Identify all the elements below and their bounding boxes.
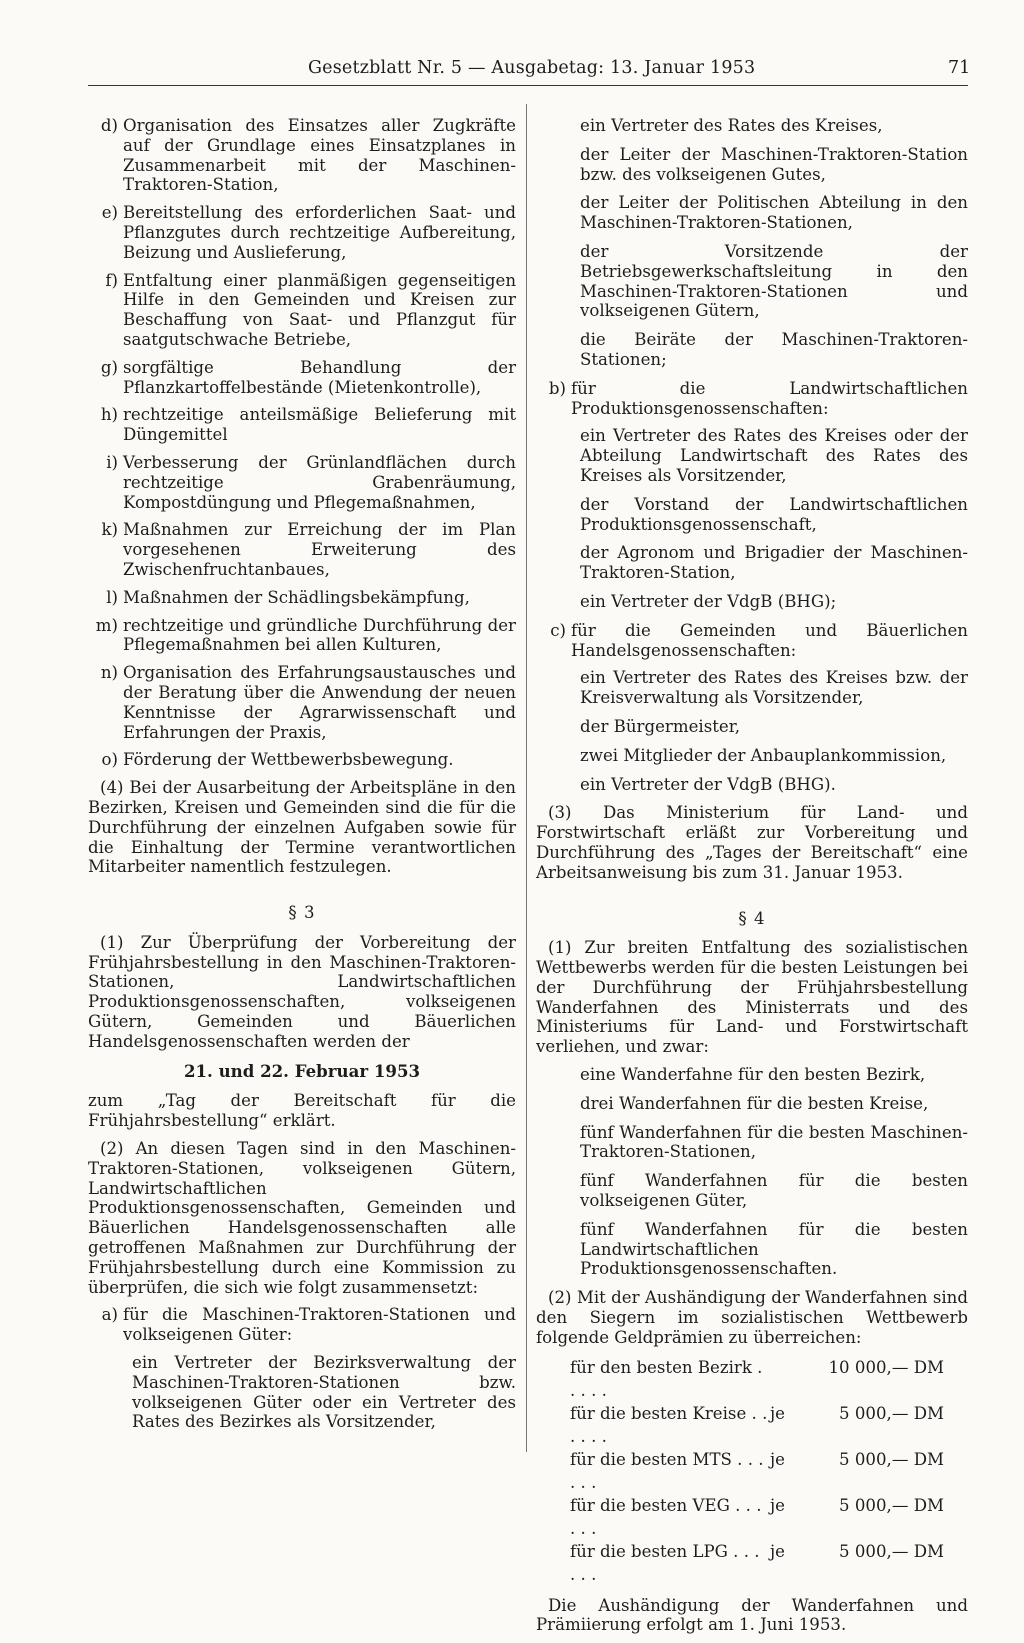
list-item-b	[536, 379, 968, 419]
list-item-m	[88, 616, 516, 656]
prize-amount: 5 000,— DM	[839, 1449, 944, 1469]
prize-amount: 5 000,— DM	[839, 1541, 944, 1561]
prize-je: je	[770, 1495, 785, 1515]
right-column	[536, 116, 968, 1643]
list-item-i	[88, 453, 516, 512]
list-item-f	[88, 271, 516, 350]
c-sub-item: ein Vertreter des Rates des Kreises bzw. der Kreisverwaltung als Vorsitzender,	[580, 668, 968, 708]
item-label: c)	[550, 620, 566, 640]
prize-amount: 5 000,— DM	[839, 1495, 944, 1515]
prize-label: für die besten VEG . . . . . .	[570, 1495, 762, 1538]
prize-amount: 10 000,— DM	[828, 1357, 944, 1377]
a-sub-item: die Beiräte der Maschinen-Traktoren-Stationen;	[580, 330, 968, 369]
s3-paragraph-1-end: zum „Tag der Bereitschaft für die Frühjahrsbestellung“ erklärt.	[88, 1091, 516, 1131]
list-item-d	[88, 116, 516, 195]
b-sub-item: ein Vertreter der VdgB (BHG);	[580, 591, 837, 611]
section-heading-3: § 3	[288, 903, 316, 923]
prize-amount: 5 000,— DM	[839, 1403, 944, 1423]
list-item-o	[88, 750, 516, 770]
c-sub-item: zwei Mitglieder der Anbauplankommission,	[580, 745, 947, 765]
s4-sub-item: eine Wanderfahne für den besten Bezirk,	[580, 1065, 926, 1085]
prize-label: für die besten MTS . . . . . .	[570, 1449, 764, 1492]
closing-paragraph: Die Aushändigung der Wanderfahnen und Prämiierung erfolgt am 1. Juni 1953.	[536, 1595, 968, 1635]
c-sub-item: ein Vertreter der VdgB (BHG).	[580, 774, 836, 794]
item-text: Verbesserung der Grünlandflächen durch rechtzeitige Grabenräumung, Kompostdüngung und Pflegemaßnahmen,	[123, 452, 516, 512]
prize-row	[570, 1402, 968, 1448]
a-sub-item: der Vorsitzende der Betriebsgewerkschaftsleitung in den Maschinen-Traktoren-Stationen und volkseigenen Gütern,	[580, 241, 968, 321]
item-label: o)	[101, 750, 118, 770]
prize-label: für die besten LPG . . . . . .	[570, 1541, 760, 1584]
header-title: Gesetzblatt Nr. 5 — Ausgabetag: 13. Januar 1953	[308, 58, 756, 78]
list-item-e	[88, 203, 516, 262]
item-text: rechtzeitige und gründliche Durchführung der Pflegemaßnahmen bei allen Kulturen,	[123, 615, 516, 655]
item-label: l)	[106, 587, 118, 607]
s4-sub-item: fünf Wanderfahnen für die besten volkseigenen Güter,	[580, 1171, 968, 1211]
s4-sub-item: fünf Wanderfahnen für die besten Maschinen-Traktoren-Stationen,	[580, 1122, 968, 1162]
prize-row	[570, 1494, 968, 1540]
item-text: für die Gemeinden und Bäuerlichen Handelsgenossenschaften:	[571, 620, 968, 660]
list-item-a	[88, 1305, 516, 1345]
item-text: Maßnahmen der Schädlingsbekämpfung,	[123, 587, 470, 607]
item-text: sorgfältige Behandlung der Pflanzkartoffelbestände (Mietenkontrolle),	[123, 357, 516, 397]
c-sub-item: der Bürgermeister,	[580, 716, 741, 736]
b-sub-item: der Vorstand der Landwirtschaftlichen Produktionsgenossenschaft,	[580, 494, 968, 534]
item-text: Organisation des Einsatzes aller Zugkräfte auf der Grundlage eines Einsatzplanes in Zusammenarbeit mit der Maschinen-Traktoren-Station,	[123, 116, 516, 195]
prize-label: für den besten Bezirk . . . . .	[570, 1357, 763, 1400]
prize-row	[570, 1540, 968, 1586]
a-sub-item: ein Vertreter der Bezirksverwaltung der Maschinen-Traktoren-Stationen bzw. volkseigenen Güter oder ein Vertreter des Rates des Bezirkes als Vorsitzender,	[132, 1353, 516, 1432]
item-label: m)	[95, 615, 118, 635]
prize-row	[570, 1356, 968, 1402]
page-number: 71	[948, 58, 971, 78]
section-heading-4: § 4	[738, 908, 766, 928]
item-label: a)	[101, 1305, 118, 1325]
left-column	[88, 116, 516, 1441]
list-item-g	[88, 358, 516, 398]
prize-je: je	[770, 1541, 785, 1561]
item-text: Entfaltung einer planmäßigen gegenseitigen Hilfe in den Gemeinden und Kreisen zur Beschaffung von Saat- und Pflanzgut für saatgutschwache Betriebe,	[123, 270, 516, 349]
prize-je	[770, 1356, 826, 1402]
item-label: k)	[101, 520, 118, 540]
s4-paragraph-2: (2) Mit der Aushändigung der Wanderfahnen sind den Siegern im sozialistischen Wettbewerb folgende Geldprämien zu überreichen:	[536, 1288, 968, 1347]
a-sub-item: ein Vertreter des Rates des Kreises,	[580, 116, 883, 135]
item-label: h)	[100, 405, 118, 425]
b-sub-item: ein Vertreter des Rates des Kreises oder der Abteilung Landwirtschaft des Rates des Kreises als Vorsitzender,	[580, 426, 968, 485]
prize-je: je	[770, 1449, 785, 1469]
list-item-l	[88, 588, 516, 608]
item-label: e)	[101, 203, 118, 223]
prize-je: je	[770, 1403, 785, 1423]
item-text: Bereitstellung des erforderlichen Saat- und Pflanzgutes durch rechtzeitige Aufbereitung, Beizung und Auslieferung,	[123, 203, 516, 262]
item-text: für die Landwirtschaftlichen Produktionsgenossenschaften:	[571, 378, 968, 418]
item-text: Organisation des Erfahrungsaustausches und der Beratung über die Anwendung der neuen Kenntnisse der Agrarwissenschaft und Erfahrungen der Praxis,	[123, 663, 516, 742]
item-text: Maßnahmen zur Erreichung der im Plan vorgesehenen Erweiterung des Zwischenfruchtanbaues,	[123, 520, 516, 579]
column-divider	[526, 104, 527, 1452]
page-header	[0, 58, 1024, 88]
s4-sub-item: drei Wanderfahnen für die besten Kreise,	[580, 1093, 929, 1113]
paragraph-4: (4) Bei der Ausarbeitung der Arbeitspläne in den Bezirken, Kreisen und Gemeinden sind die für die Durchführung der einzelnen Aufgaben sowie für die Einhaltung der Termine verantwortlichen Mitarbeiter namentlich festzulegen.	[88, 778, 516, 877]
list-item-c	[536, 621, 968, 661]
a-sub-item: der Leiter der Maschinen-Traktoren-Station bzw. des volkseigenen Gutes,	[580, 144, 968, 184]
list-item-h	[88, 405, 516, 445]
list-item-n	[88, 663, 516, 742]
item-label: f)	[105, 270, 118, 290]
item-text: für die Maschinen-Traktoren-Stationen und volkseigenen Güter:	[123, 1305, 516, 1345]
item-label: i)	[106, 452, 118, 472]
s4-sub-item: fünf Wanderfahnen für die besten Landwirtschaftlichen Produktionsgenossenschaften.	[580, 1219, 968, 1279]
s3-paragraph-2: (2) An diesen Tagen sind in den Maschinen-Traktoren-Stationen, volkseigenen Gütern, Landwirtschaftlichen Produktionsgenossenschaften, Gemeinden und Bäuerlichen Handelsgenossenschaften alle getroffenen Maßnahmen zur Durchführung der Frühjahrsbestellung durch eine Kommission zu überprüfen, die sich wie folgt zusammensetzt:	[88, 1139, 516, 1297]
item-label: g)	[100, 357, 118, 377]
list-item-k	[88, 520, 516, 579]
a-sub-item: der Leiter der Politischen Abteilung in den Maschinen-Traktoren-Stationen,	[580, 193, 968, 233]
item-label: n)	[100, 663, 118, 683]
item-label: b)	[548, 378, 566, 398]
item-text: rechtzeitige anteilsmäßige Belieferung mit Düngemittel	[123, 405, 516, 445]
prize-row	[570, 1448, 968, 1494]
s3-date-heading: 21. und 22. Februar 1953	[183, 1060, 421, 1081]
header-rule	[88, 85, 968, 86]
s4-paragraph-1: (1) Zur breiten Entfaltung des sozialistischen Wettbewerbs werden für die besten Leistungen bei der Durchführung der Frühjahrsbestellung Wanderfahnen des Ministerrats und des Ministeriums für Land- und Forstwirtschaft verliehen, und zwar:	[536, 938, 968, 1057]
paragraph-3: (3) Das Ministerium für Land- und Forstwirtschaft erläßt zur Vorbereitung und Durchführung des „Tages der Bereitschaft“ eine Arbeitsanweisung bis zum 31. Januar 1953.	[536, 803, 968, 882]
item-label: d)	[100, 116, 118, 135]
s3-paragraph-1: (1) Zur Überprüfung der Vorbereitung der Frühjahrsbestellung in den Maschinen-Traktoren-Stationen, Landwirtschaftlichen Produktionsgenossenschaften, volkseigenen Gütern, Gemeinden und Bäuerlichen Handelsgenossenschaften werden der	[88, 932, 516, 1051]
item-text: Förderung der Wettbewerbsbewegung.	[123, 750, 454, 770]
b-sub-item: der Agronom und Brigadier der Maschinen-Traktoren-Station,	[580, 543, 968, 583]
prize-label: für die besten Kreise . . . . . .	[570, 1403, 768, 1446]
